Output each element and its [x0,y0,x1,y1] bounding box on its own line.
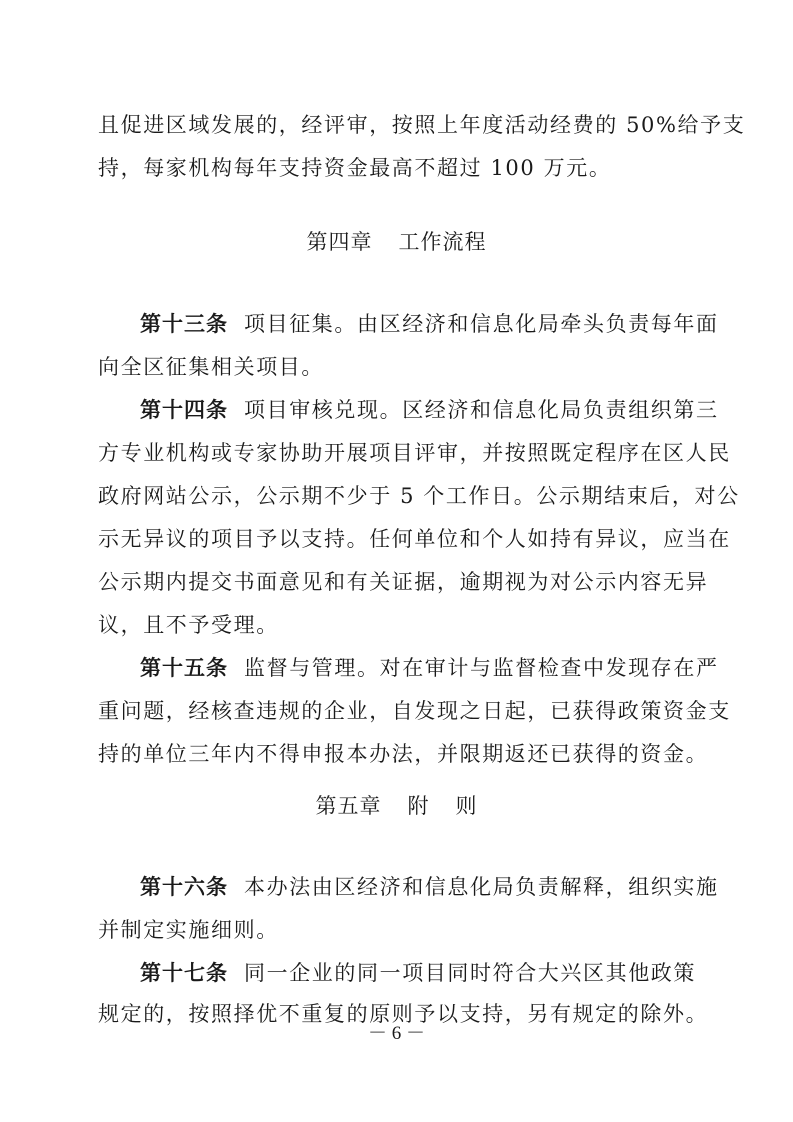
chapter-heading [0,792,793,820]
paragraph-line: 公示期内提交书面意见和有关证据，逾期视为对公示内容无异 [98,570,709,594]
paragraph-line: 且促进区域发展的，经评审，按照上年度活动经费的 50%给予支 [98,113,746,137]
article-title: 第十三条 [140,312,228,336]
article-text: 本办法由区经济和信息化局负责解释，组织实施 [244,875,719,899]
paragraph-line: 持，每家机构每年支持资金最高不超过 100 万元。 [98,156,612,180]
paragraph-line: 方专业机构或专家协助开展项目评审，并按照既定程序在区人民 [98,441,731,465]
article-title: 第十六条 [140,875,228,899]
article-text: 项目征集。由区经济和信息化局牵头负责每年面 [244,312,719,336]
article-title: 第十七条 [140,961,228,985]
paragraph-line: 示无异议的项目予以支持。任何单位和个人如持有异议，应当在 [98,527,731,551]
chapter-title: 工作流程 [398,230,487,254]
article-title: 第十四条 [140,398,228,422]
paragraph-line: 并制定实施细则。 [98,918,279,942]
article-15 [140,654,719,682]
article-title: 第十五条 [140,656,228,680]
chapter-number: 第四章 [306,230,373,254]
chapter-heading [0,228,793,256]
article-13 [140,310,719,338]
article-16 [140,873,719,901]
paragraph-line: 政府网站公示，公示期不少于 5 个工作日。公示期结束后，对公 [98,484,740,508]
page-number: － 6 － [367,1023,425,1044]
chapter-number: 第五章 [315,794,382,818]
paragraph-line: 议，且不予受理。 [98,613,279,637]
article-text: 监督与管理。对在审计与监督检查中发现存在严 [244,656,719,680]
paragraph-line: 重问题，经核查违规的企业，自发现之日起，已获得政策资金支 [98,699,731,723]
paragraph-line: 持的单位三年内不得申报本办法，并限期返还已获得的资金。 [98,742,709,766]
chapter-title-part: 则 [455,794,478,818]
article-17 [140,959,698,987]
article-text: 项目审核兑现。区经济和信息化局负责组织第三 [244,398,719,422]
paragraph-line: 规定的，按照择优不重复的原则予以支持，另有规定的除外。 [98,1002,709,1026]
chapter-title-part: 附 [407,794,430,818]
article-text: 同一企业的同一项目同时符合大兴区其他政策 [244,961,696,985]
article-14 [140,396,719,424]
paragraph-line: 向全区征集相关项目。 [98,355,324,379]
